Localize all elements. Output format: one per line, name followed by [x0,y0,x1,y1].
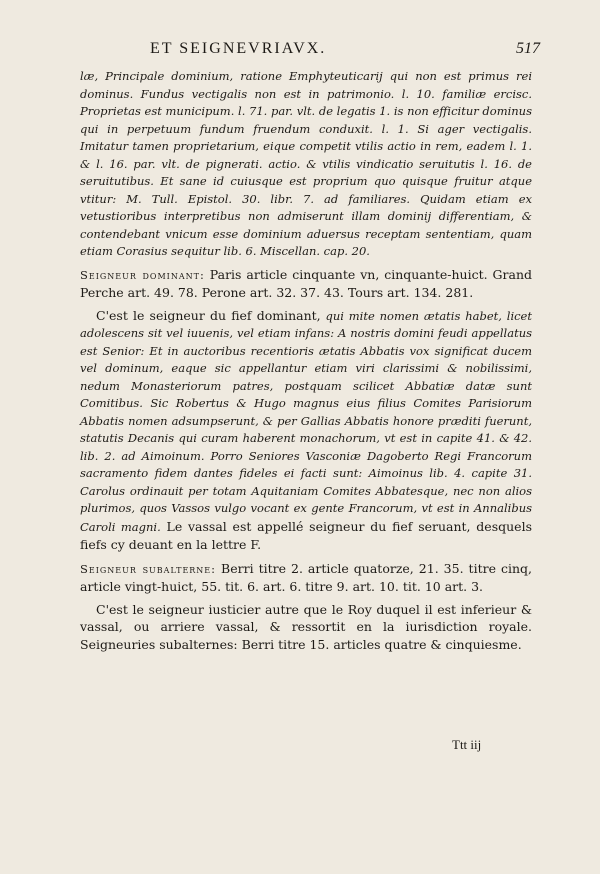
paragraph-latin-continuation: læ, Principale dominium, ratione Emphyteuticarij qui non est primus rei dominus. Fundus vectigalis non est in patrimonio. l. 10. familiæ ercisc. Proprietas est municipum. l. 71. par. vlt. de legatis 1. is non efficitur dominus qui in perpetuum fundum fruendum conduxit. l. 1. Si ager vectigalis. Imitatur tamen proprietarium, eique competit vtilis actio in rem, eadem l. 1. & l. 16. par. vlt. de pignerati. actio. & vtilis vindicatio seruitutis l. 16. de seruitutibus. Et sane id cuiusque est proprium quo quisque fruitur atque vtitur: M. Tull. Epistol. 30. libr. 7. ad familiares. Quidam etiam ex vetustioribus interpretibus non admiserunt illam dominij differentiam, & contendebant vnicum esse dominium aduersus receptam sententiam, quam etiam Corasius sequitur lib. 6. Miscellan. cap. 20. [80,69,532,258]
entry-references-subalterne: Berri titre 2. article quatorze, 21. 35. titre cinq, article vingt-huict, 55. tit. 6. art. 6. titre 9. art. 10. tit. 10 art. 3. [80,560,533,594]
paragraph-definition-dominant [80,307,532,555]
definition-text-a: C'est le seigneur du fief dominant, [96,307,321,323]
definition-latin-text: qui mite nomen ætatis habet, licet adolescens sit vel iuuenis, vel etiam infans: A nostris domini feudi appellatus est Senior: Et in auctoribus recentioris ætatis Abbatis vox significat ducem vel dominum, eaque sic appellantur etiam viri clarissimi & nobilissimi, nedum Monasteriorum patres, postquam scilicet Abbatiæ datæ sunt Comitibus. Sic Robertus & Hugo magnus eius filius Comites Parisiorum Abbatis nomen adsumpserunt, & per Gallias Abbatis honore præditi fuerunt, statutis Decanis qui curam haberent monachorum, vt est in capite 41. & 42. lib. 2. ad Aimoinum. Porro Seniores Vasconiæ Dagoberto Regi Francorum sacramento fidem dantes fideles ei facti sunt: Aimoinus lib. 4. capite 31. Carolus ordinauit per totam Aquitaniam Comites Abbatesque, nec non alios plurimos, quos Vassos vulgo vocant ex gente Francorum, vt est in Annalibus Caroli magni. [80,308,532,534]
page-body [80,68,532,658]
entry-references-dominant: Paris article cinquante vn, cinquante-huict. Grand Perche art. 49. 78. Perone art. 32. 37. 43. Tours art. 134. 281. [80,266,533,300]
entry-term-seigneur-subalterne: Seigneur subalterne: [80,561,217,576]
paragraph-seigneur-dominant [80,266,532,302]
entry-term-seigneur-dominant: Seigneur dominant: [80,267,205,282]
running-title: ET SEIGNEVRIAVX. [150,40,327,57]
signature-mark: Ttt iij [452,737,482,752]
page-header [80,40,540,64]
page-number: 517 [516,40,540,57]
paragraph-definition-subalterne: C'est le seigneur iusticier autre que le Roy duquel il est inferieur & vassal, ou arriere vassal, & ressortit en la iurisdiction royale. Seigneuries subalternes: Berri titre 15. articles quatre & cinquiesme. [80,601,532,652]
definition-text-b: Le vassal est appellé seigneur du fief seruant, desquels fiefs cy deuant en la lettre F. [80,518,532,552]
paragraph-seigneur-subalterne [80,560,532,596]
